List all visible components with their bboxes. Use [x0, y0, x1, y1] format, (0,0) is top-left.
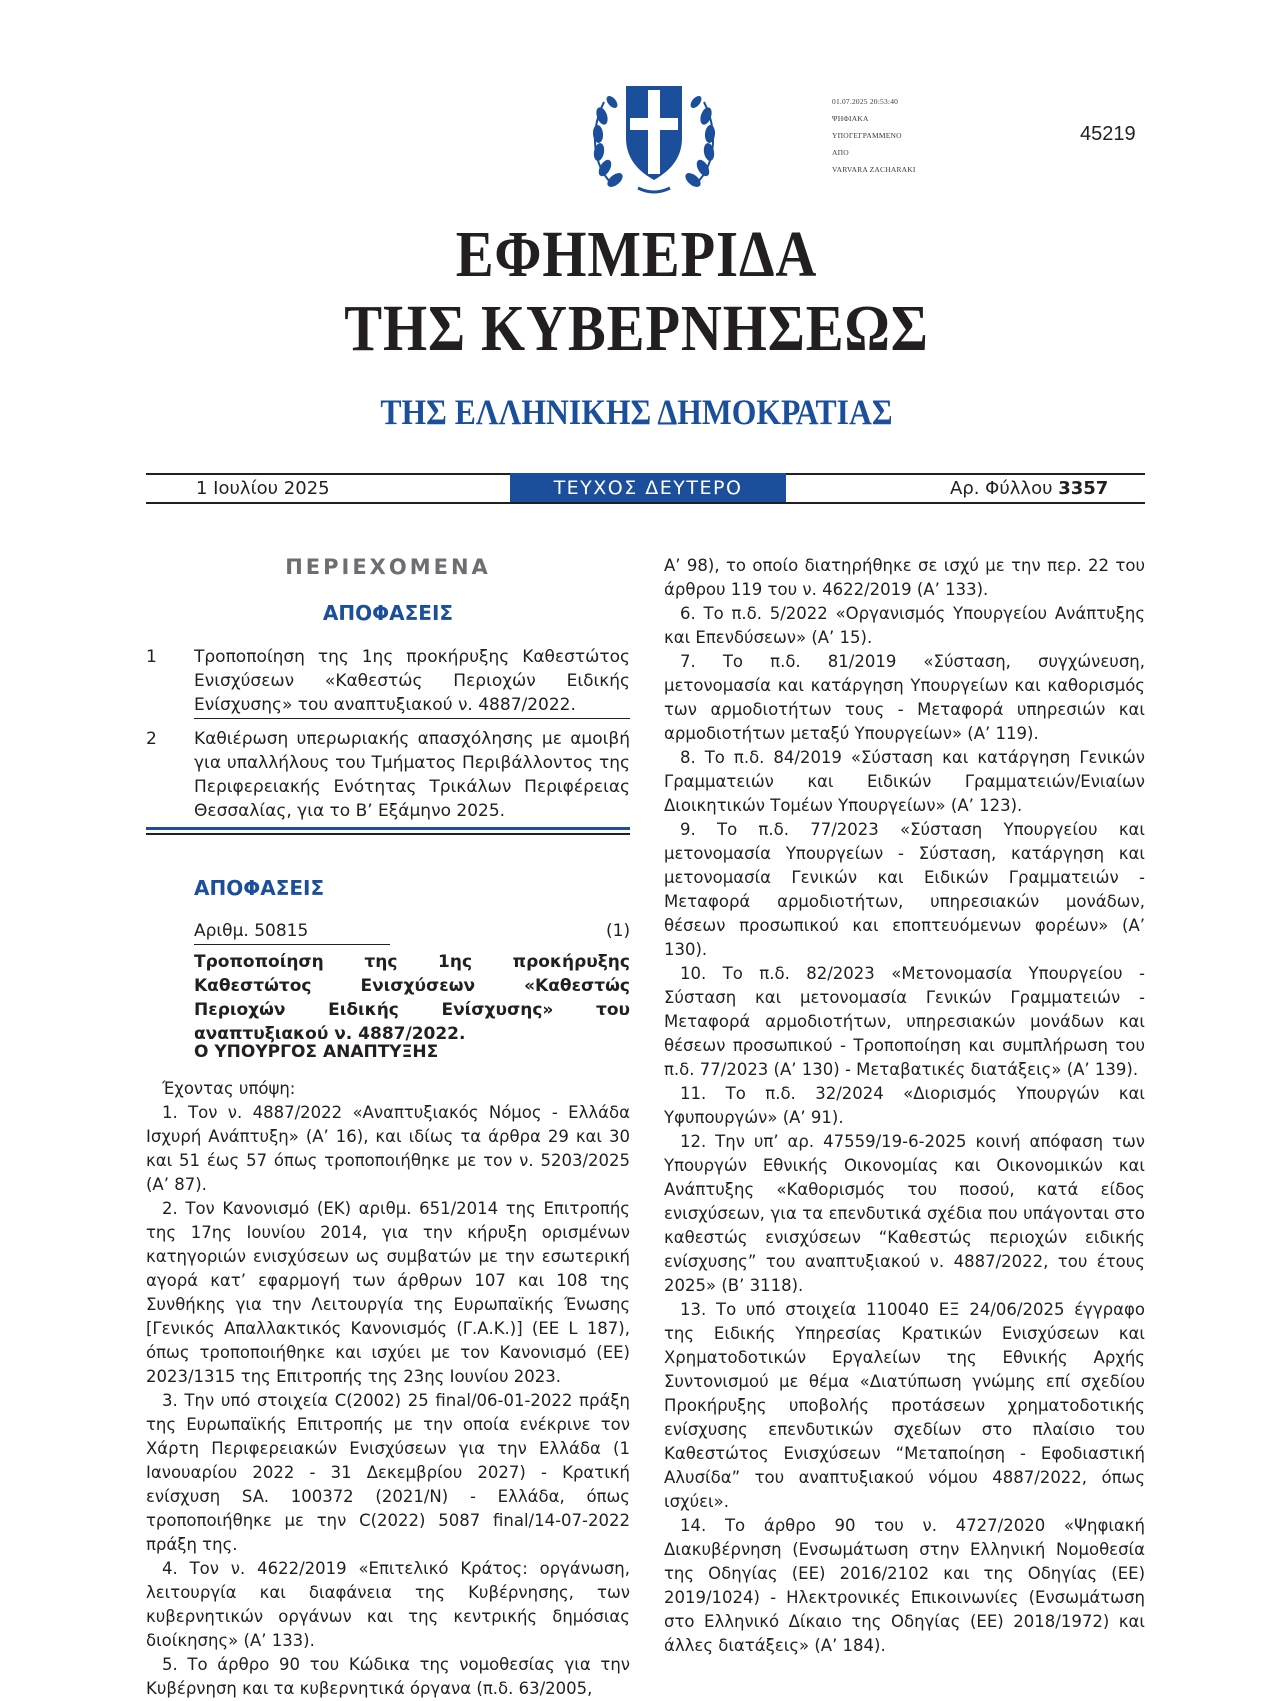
decision-index: (1)	[606, 921, 631, 941]
contents-divider	[194, 718, 630, 719]
decisions-heading: ΑΠΟΦΑΣΕΙΣ	[194, 876, 325, 900]
sheet-number-value: 3357	[1058, 478, 1109, 499]
considering-paragraph: 14. Το άρθρο 90 του ν. 4727/2020 «Ψηφιακή Διακυβέρνηση (Ενσωμάτωση στην Ελληνική Νομοθεσία της Οδηγίας (ΕΕ) 2016/2102 και της Οδηγίας (ΕΕ) 2019/1024) - Ηλεκτρονικές Επικοινωνίες (Ενσωμάτωση στο Ελληνικό Δίκαιο της Οδηγίας (ΕΕ) 2018/1972) και άλλες διατάξεις» (Α’ 184).	[664, 1516, 1145, 1655]
contents-section-heading: ΑΠΟΦΑΣΕΙΣ	[322, 601, 454, 625]
contents-item-link[interactable]: Τροποποίηση της 1ης προκήρυξης Καθεστώτος Ενισχύσεων «Καθεστώς Περιοχών Ειδικής Ενίσχυσης» του αναπτυξιακού ν. 4887/2022.	[194, 647, 630, 715]
considering-paragraph: 2. Τον Κανονισμό (ΕΚ) αριθμ. 651/2014 της Επιτροπής της 17ης Ιουνίου 2014, για την κήρυξη ορισμένων κατηγοριών ενισχύσεων ως συμβατών με την εσωτερική αγορά κατ’ εφαρμογή των άρθρων 107 και 108 της Συνθήκης για την Λειτουργία της Ευρωπαϊκής Ένωσης [Γενικός Απαλλακτικός Κανονισμός (Γ.Α.Κ.)] (ΕΕ L 187), όπως τροποποιήθηκε και ισχύει με τον Κανονισμό (ΕΕ) 2023/1315 της Επιτροπής της 23ης Ιουνίου 2023.	[146, 1199, 630, 1386]
hellenic-republic-emblem-icon	[588, 72, 720, 198]
considering-paragraph: 8. Το π.δ. 84/2019 «Σύσταση και κατάργηση Γενικών Γραμματειών και Ειδικών Γραμματειών/Ενιαίων Διοικητικών Τομέων Υπουργείων» (Α’ 123).	[664, 748, 1145, 815]
sheet-number	[950, 478, 1108, 500]
considering-paragraph: 12. Την υπ’ αρ. 47559/19-6-2025 κοινή απόφαση των Υπουργών Εθνικής Οικονομίας και Οικονομικών και Ανάπτυξης «Καθορισμός του ποσού, κατά είδος ενισχύσεων, για τα επενδυτικά σχέδια που υπάγονται στο καθεστώς ενισχύσεων “Καθεστώς περιοχών ειδικής ενίσχυσης” του αναπτυξιακού ν. 4887/2022, του έτους 2025» (Β’ 3118).	[664, 1132, 1145, 1295]
right-column-body	[664, 554, 1145, 1658]
masthead-title-line-1: ΕΦΗΜΕΡΙΔΑ	[455, 218, 818, 291]
contents-item-number: 2	[146, 729, 157, 749]
decision-title: Τροποποίηση της 1ης προκήρυξης Καθεστώτος Ενισχύσεων «Καθεστώς Περιοχών Ειδικής Ενίσχυσης» του αναπτυξιακού ν. 4887/2022.	[194, 952, 630, 1044]
signature-line: ΥΠΟΓΕΓΡΑΜΜΕΝΟ	[832, 131, 902, 140]
considering-paragraph: 6. Το π.δ. 5/2022 «Οργανισμός Υπουργείου Ανάπτυξης και Επενδύσεων» (Α’ 15).	[664, 604, 1145, 647]
masthead-subtitle: ΤΗΣ ΕΛΛΗΝΙΚΗΣ ΔΗΜΟΚΡΑΤΙΑΣ	[380, 392, 893, 432]
decision-number-underline	[194, 944, 390, 945]
considering-intro: Έχοντας υπόψη:	[162, 1079, 296, 1098]
signature-line: ΑΠΟ	[832, 148, 849, 157]
considering-paragraph: 4. Τον ν. 4622/2019 «Επιτελικό Κράτος: οργάνωση, λειτουργία και διαφάνεια της Κυβέρνησης, των κυβερνητικών οργάνων και της κεντρικής δημόσιας διοίκησης» (Α’ 133).	[146, 1559, 630, 1650]
left-column-body	[146, 1077, 630, 1701]
considering-paragraph: 1. Τον ν. 4887/2022 «Αναπτυξιακός Νόμος - Ελλάδα Ισχυρή Ανάπτυξη» (Α’ 16), και ιδίως τα άρθρα 29 και 30 και 51 έως 57 όπως τροποποιήθηκε με τον ν. 5203/2025 (Α’ 87).	[146, 1103, 630, 1194]
considering-paragraph: 10. Το π.δ. 82/2023 «Μετονομασία Υπουργείου - Σύσταση και μετονομασία Γενικών Γραμματειών - Μεταφορά αρμοδιοτήτων, υπηρεσιακών μονάδων και θέσεων προσωπικού - Τροποποίηση και συμπλήρωση του π.δ. 77/2023 (Α’ 130) - Μεταβατικές διατάξεις» (Α’ 139).	[664, 964, 1145, 1079]
page-number: 45219	[1080, 123, 1136, 145]
digital-signature-block	[832, 93, 916, 178]
issuing-authority: Ο ΥΠΟΥΡΓΟΣ ΑΝΑΠΤΥΞΗΣ	[194, 1042, 439, 1062]
contents-title: ΠΕΡΙΕΧΟΜΕΝΑ	[285, 555, 491, 579]
section-divider-black	[146, 833, 630, 835]
contents-item-number: 1	[146, 647, 157, 667]
signature-signer: VARVARA ZACHARAKI	[832, 165, 916, 174]
signature-line: ΨΗΦΙΑΚΑ	[832, 114, 869, 123]
considering-paragraph: 11. Το π.δ. 32/2024 «Διορισμός Υπουργών και Υφυπουργών» (Α’ 91).	[664, 1084, 1145, 1127]
section-divider-blue	[146, 827, 630, 830]
considering-paragraph: 13. Το υπό στοιχεία 110040 ΕΞ 24/06/2025 έγγραφο της Ειδικής Υπηρεσίας Κρατικών Ενισχύσεων και Χρηματοδοτικών Εργαλείων της Εθνικής Αρχής Συντονισμού με θέμα «Διατύπωση γνώμης επί σχεδίου Προκήρυξης υποβολής προτάσεων χρηματοδοτικής ενίσχυσης επενδυτικών σχεδίων στο πλαίσιο του Καθεστώτος Ενισχύσεων “Μεταποίηση - Εφοδιαστική Αλυσίδα” του αναπτυξιακού νόμου 4887/2022, όπως ισχύει».	[664, 1300, 1145, 1511]
signature-timestamp: 01.07.2025 20:53:40	[832, 97, 899, 106]
contents-item-link[interactable]: Καθιέρωση υπερωριακής απασχόλησης με αμοιβή για υπαλλήλους του Τμήματος Περιβάλλοντος της Περιφερειακής Ενότητας Τρικάλων Περιφέρειας Θεσσαλίας, για το Β’ Εξάμηνο 2025.	[194, 729, 630, 821]
masthead-title-line-2: ΤΗΣ ΚΥΒΕΡΝΗΣΕΩΣ	[344, 292, 929, 365]
sheet-number-label: Αρ. Φύλλου	[950, 478, 1053, 499]
issue-date: 1 Ιουλίου 2025	[196, 478, 330, 499]
considering-paragraph-continuation: Α’ 98), το οποίο διατηρήθηκε σε ισχύ με την περ. 22 του άρθρου 119 του ν. 4622/2019 (Α’ 133).	[664, 556, 1145, 599]
decision-number: Αριθμ. 50815	[194, 921, 309, 941]
header-rule-bottom	[146, 502, 1145, 504]
considering-paragraph: 9. Το π.δ. 77/2023 «Σύσταση Υπουργείου και μετονομασία Υπουργείων - Σύσταση, κατάργηση και μετονομασία Γενικών και Ειδικών Γραμματειών - Μεταφορά αρμοδιοτήτων, υπηρεσιακών μονάδων, θέσεων προσωπικού και εποπτευόμενων φορέων» (Α’ 130).	[664, 820, 1145, 959]
issue-series-badge: ΤΕΥΧΟΣ ΔΕΥΤΕΡΟ	[510, 473, 786, 504]
considering-paragraph: 3. Την υπό στοιχεία C(2002) 25 final/06-01-2022 πράξη της Ευρωπαϊκής Επιτροπής με την οποία ενέκρινε τον Χάρτη Περιφερειακών Ενισχύσεων για την Ελλάδα (1 Ιανουαρίου 2022 - 31 Δεκεμβρίου 2027) - Κρατική ενίσχυση SA. 100372 (2021/N) - Ελλάδα, όπως τροποποιήθηκε με την C(2022) 5087 final/14-07-2022 πράξη της.	[146, 1391, 630, 1554]
considering-paragraph: 7. Το π.δ. 81/2019 «Σύσταση, συγχώνευση, μετονομασία και κατάργηση Υπουργείων και καθορισμός των αρμοδιοτήτων τους - Μεταφορά υπηρεσιών και αρμοδιοτήτων μεταξύ Υπουργείων» (Α’ 119).	[664, 652, 1145, 743]
considering-paragraph: 5. Το άρθρο 90 του Κώδικα της νομοθεσίας για την Κυβέρνηση και τα κυβερνητικά όργανα (π.δ. 63/2005,	[146, 1655, 630, 1698]
